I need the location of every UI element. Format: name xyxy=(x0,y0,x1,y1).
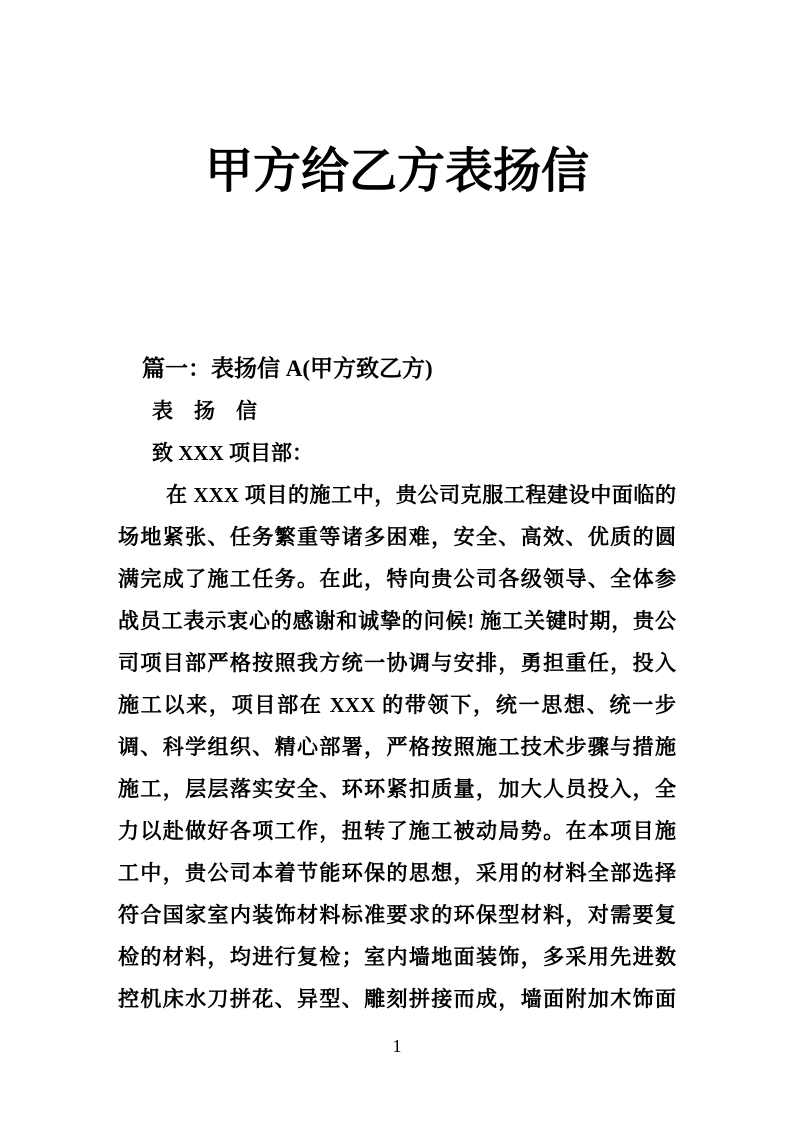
paragraph-line: 满完成了施工任务。在此，特向贵公司各级领导、全体参 xyxy=(118,566,676,591)
paragraph-line: 场地紧张、任务繁重等诸多困难，安全、高效、优质的圆 xyxy=(118,524,676,549)
paragraph-line: 司项目部严格按照我方统一协调与安排，勇担重任，投入 xyxy=(118,650,676,675)
document-body xyxy=(118,348,676,1020)
paragraph-line: 调、科学组织、精心部署，严格按照施工技术步骤与措施 xyxy=(118,734,676,759)
page-number: 1 xyxy=(392,1036,402,1056)
section-heading: 篇一：表扬信 A(甲方致乙方) xyxy=(142,355,433,381)
document-title: 甲方给乙方表扬信 xyxy=(204,145,589,198)
letter-salutation: 致 XXX 项目部： xyxy=(152,440,313,465)
paragraph-line: 在 XXX 项目的施工中，贵公司克服工程建设中面临的 xyxy=(166,482,676,507)
paragraph-line: 力以赴做好各项工作，扭转了施工被动局势。在本项目施 xyxy=(118,818,676,843)
paragraph-line: 战员工表示衷心的感谢和诚挚的问候! 施工关键时期，贵公 xyxy=(118,608,676,633)
letter-paragraph xyxy=(118,474,676,1020)
paragraph-line: 施工以来，项目部在 XXX 的带领下，统一思想、统一步 xyxy=(118,692,676,717)
paragraph-line: 检的材料，均进行复检；室内墙地面装饰，多采用先进数 xyxy=(118,944,676,969)
letter-title: 表 扬 信 xyxy=(152,398,257,423)
paragraph-line: 施工，层层落实安全、环环紧扣质量，加大人员投入，全 xyxy=(118,776,676,801)
paragraph-line: 控机床水刀拼花、异型、雕刻拼接而成，墙面附加木饰面 xyxy=(118,986,676,1011)
paragraph-line: 工中，贵公司本着节能环保的思想，采用的材料全部选择 xyxy=(118,860,676,885)
paragraph-line: 符合国家室内装饰材料标准要求的环保型材料，对需要复 xyxy=(118,902,676,927)
